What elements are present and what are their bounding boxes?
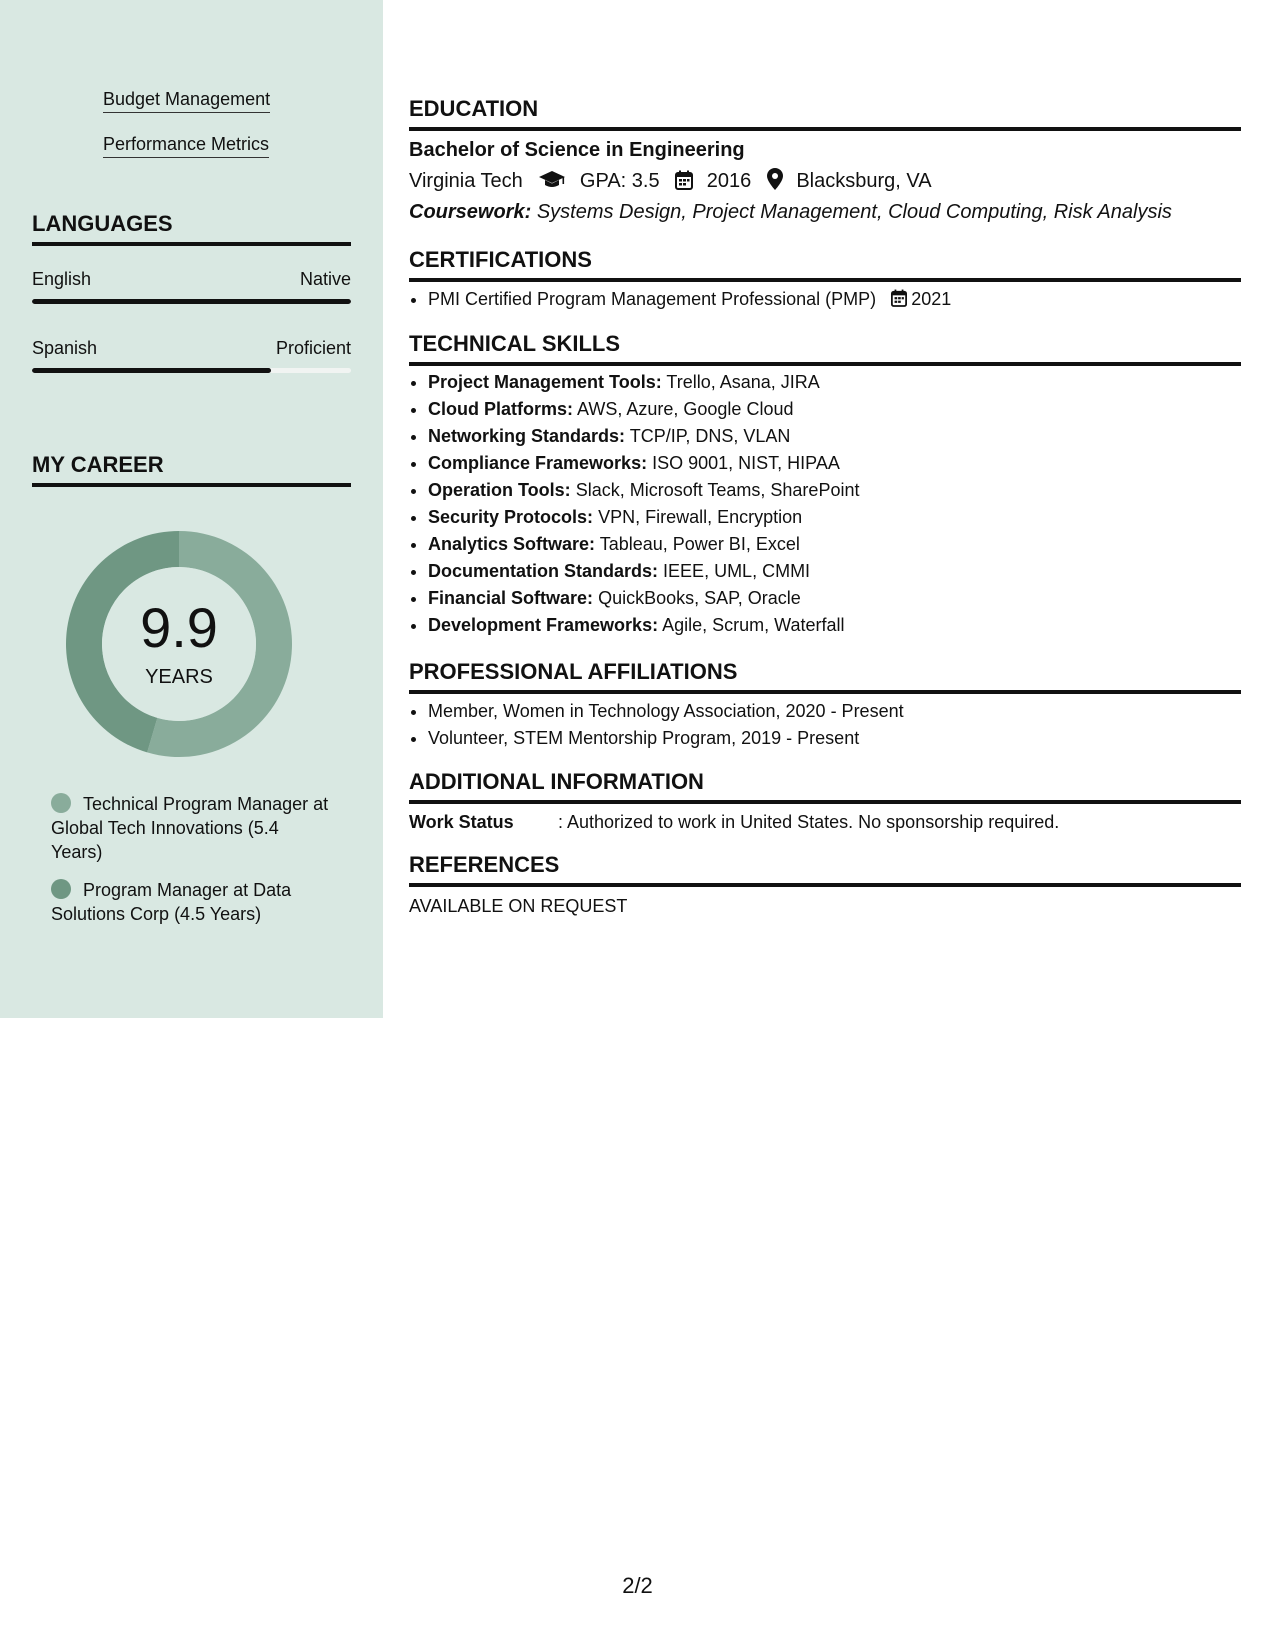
language-level: Native: [299, 269, 351, 289]
technical-skill-item: [428, 612, 859, 639]
technical-skills-heading: TECHNICAL SKILLS: [409, 330, 1241, 366]
language-row-spanish: [32, 337, 351, 359]
certifications-list: [409, 286, 951, 315]
language-bar-fill: [32, 368, 271, 373]
language-row-english: [32, 268, 351, 290]
career-legend-label: Technical Program Manager at Global Tech Innovations (5.4 Years): [51, 794, 329, 862]
school-name: Virginia Tech: [409, 170, 523, 192]
affiliation-item: • Member, Women in Technology Association, 2020 - Present: [428, 698, 904, 725]
technical-skill-item: [428, 450, 859, 477]
skill-values: Agile, Scrum, Waterfall: [662, 615, 845, 635]
education-heading: EDUCATION: [409, 95, 1241, 131]
coursework: [409, 199, 1172, 225]
language-name: Spanish: [32, 338, 98, 358]
certifications-heading: CERTIFICATIONS: [409, 246, 1241, 282]
certification-name: PMI Certified Program Management Professional (PMP): [428, 289, 877, 309]
work-status-value: : Authorized to work in United States. No sponsorship required.: [558, 812, 1060, 832]
technical-skill-item: [428, 558, 859, 585]
legend-dot-icon: [51, 879, 71, 899]
additional-info-heading: ADDITIONAL INFORMATION: [409, 768, 1241, 804]
coursework-label: Coursework:: [409, 201, 532, 223]
work-status-row: [409, 811, 1059, 833]
education-meta: [409, 168, 932, 197]
skill-values: Tableau, Power BI, Excel: [599, 534, 800, 554]
career-heading: MY CAREER: [32, 451, 351, 487]
skill-values: ISO 9001, NIST, HIPAA: [652, 453, 840, 473]
calendar-icon: [675, 170, 693, 197]
legend-dot-icon: [51, 793, 71, 813]
skill-category: Documentation Standards:: [428, 561, 659, 581]
skill-link-performance-metrics[interactable]: Performance Metrics: [103, 133, 269, 158]
language-name: English: [32, 269, 92, 289]
skill-category: Project Management Tools:: [428, 372, 662, 392]
references-heading: REFERENCES: [409, 851, 1241, 887]
skill-category: Compliance Frameworks:: [428, 453, 648, 473]
graduation-year: 2016: [706, 170, 752, 192]
gpa: GPA: 3.5: [579, 170, 660, 192]
skill-values: TCP/IP, DNS, VLAN: [629, 426, 791, 446]
skill-values: Slack, Microsoft Teams, SharePoint: [575, 480, 860, 500]
technical-skill-item: [428, 423, 859, 450]
sidebar: [0, 0, 383, 1018]
technical-skill-item: [428, 369, 859, 396]
calendar-icon: [891, 288, 907, 315]
career-legend-item: [51, 792, 331, 864]
degree-title: Bachelor of Science in Engineering: [409, 139, 745, 161]
page-number: 2/2: [622, 1573, 653, 1598]
technical-skill-item: [428, 531, 859, 558]
language-bar-spanish: [32, 368, 351, 373]
certification-item: [428, 286, 951, 315]
skill-category: Security Protocols:: [428, 507, 594, 527]
career-total-years: 9.9: [140, 596, 218, 659]
language-level: Proficient: [275, 338, 351, 358]
skill-category: Operation Tools:: [428, 480, 571, 500]
coursework-list: Systems Design, Project Management, Cloud Computing, Risk Analysis: [536, 201, 1172, 223]
school-location: Blacksburg, VA: [796, 170, 932, 192]
skill-category: Networking Standards:: [428, 426, 626, 446]
language-bar-english: [32, 299, 351, 304]
technical-skills-list: [409, 369, 859, 639]
skill-link-budget-management[interactable]: Budget Management: [103, 88, 270, 113]
skill-category: Cloud Platforms:: [428, 399, 574, 419]
affiliations-list: [409, 698, 904, 752]
career-years-unit: YEARS: [145, 666, 213, 688]
technical-skill-item: [428, 477, 859, 504]
skill-values: IEEE, UML, CMMI: [663, 561, 811, 581]
affiliation-item: • Volunteer, STEM Mentorship Program, 2019 - Present: [428, 725, 904, 752]
career-legend-item: [51, 878, 331, 926]
technical-skill-item: [428, 585, 859, 612]
skill-category: Analytics Software:: [428, 534, 596, 554]
technical-skill-item: [428, 504, 859, 531]
work-status-label: Work Status: [409, 812, 514, 832]
references-text: AVAILABLE ON REQUEST: [409, 896, 628, 916]
skill-category: Development Frameworks:: [428, 615, 659, 635]
language-bar-fill: [32, 299, 351, 304]
technical-skill-item: [428, 396, 859, 423]
graduation-cap-icon: [538, 170, 566, 197]
skill-category: Financial Software:: [428, 588, 594, 608]
skill-values: Trello, Asana, JIRA: [666, 372, 820, 392]
location-pin-icon: [767, 168, 783, 197]
skill-values: VPN, Firewall, Encryption: [598, 507, 803, 527]
certification-year: 2021: [911, 289, 952, 309]
affiliations-heading: PROFESSIONAL AFFILIATIONS: [409, 658, 1241, 694]
skill-values: AWS, Azure, Google Cloud: [577, 399, 794, 419]
skill-values: QuickBooks, SAP, Oracle: [598, 588, 801, 608]
languages-heading: LANGUAGES: [32, 210, 351, 246]
career-legend-label: Program Manager at Data Solutions Corp (4.5 Years): [51, 880, 292, 924]
